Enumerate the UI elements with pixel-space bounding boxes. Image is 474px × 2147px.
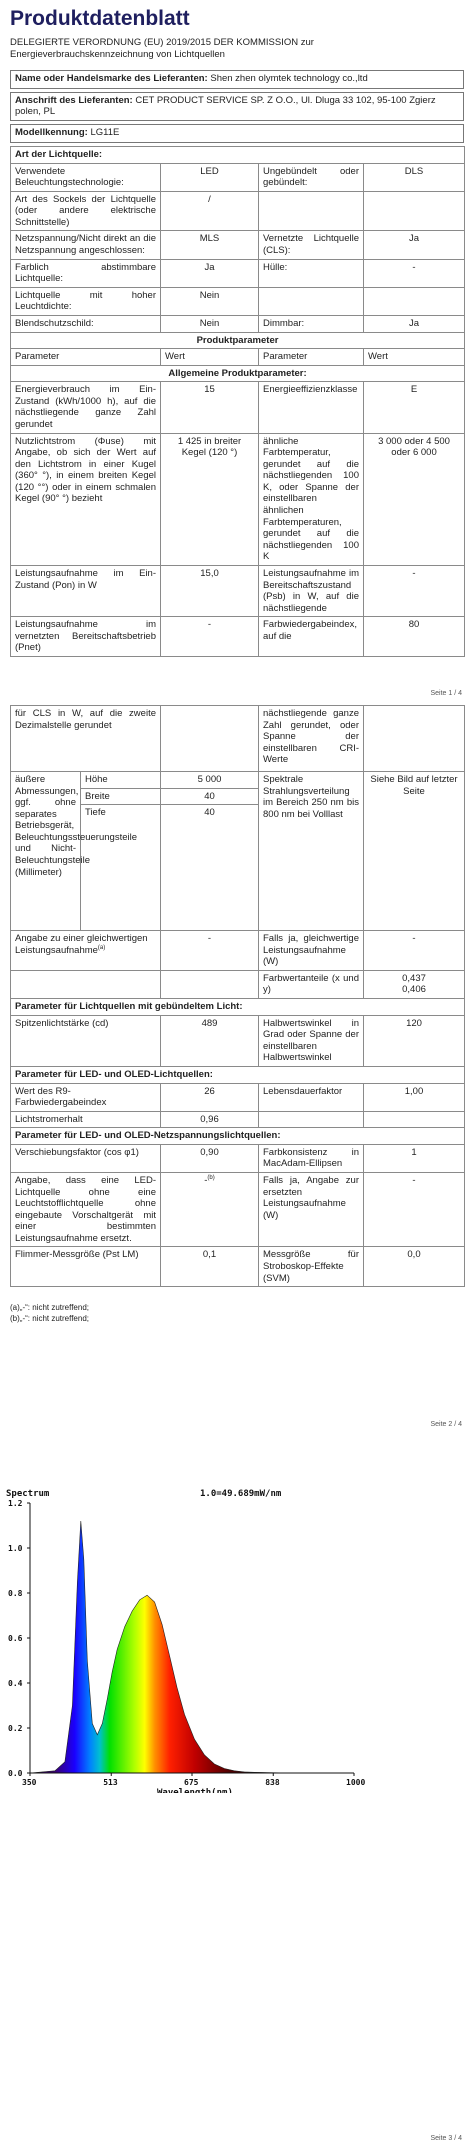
supplier-address-label: Anschrift des Lieferanten: — [15, 95, 133, 106]
dim-value: 5 000 — [161, 772, 259, 789]
cell-value — [161, 970, 259, 998]
general-header: Allgemeine Produktparameter: — [11, 365, 465, 382]
cell-value: Ja — [364, 315, 465, 332]
y-tick-label: 0.4 — [8, 1679, 23, 1688]
col-header-param: Parameter — [11, 349, 161, 366]
cell-label: Netzspannung/Nicht direkt an die Netzspannung angeschlossen: — [11, 231, 161, 259]
page-1 — [0, 0, 474, 705]
supplier-address-value: CET PRODUCT SERVICE SP. Z O.O., Ul. Dluga 33 102, 95-100 Zgierz polen, PL — [15, 95, 436, 118]
cell-value: Siehe Bild auf letzter Seite — [364, 772, 465, 931]
y-tick-label: 0.0 — [8, 1769, 23, 1778]
cell-value — [161, 1172, 259, 1246]
cell-label: Verschiebungsfaktor (cos φ1) — [11, 1144, 161, 1172]
x-tick-label: 675 — [184, 1778, 199, 1787]
model-box — [10, 124, 464, 143]
cell-label: Art des Sockels der Lichtquelle (oder andere elektrische Schnittstelle) — [11, 191, 161, 231]
cell-value — [364, 1111, 465, 1128]
cell-value: 15,0 — [161, 565, 259, 616]
cell-label: Lichtstromerhalt — [11, 1111, 161, 1128]
y-tick-label: 1.0 — [8, 1544, 23, 1553]
equiv-label: Angabe zu einer gleichwertigen Leistungsaufnahme — [15, 933, 148, 956]
supplier-name-box — [10, 70, 464, 89]
model-value: LG11E — [90, 127, 120, 138]
supplier-address-box — [10, 92, 464, 121]
cell-value: - — [364, 931, 465, 971]
footnotes — [10, 1302, 89, 1324]
regulation-text: DELEGIERTE VERORDNUNG (EU) 2019/2015 DER KOMMISSION zur Energieverbrauchskennzeichnung von Lichtquellen — [10, 37, 314, 60]
cell-value: 3 000 oder 4 500 oder 6 000 — [364, 433, 465, 565]
table-row — [11, 772, 465, 789]
cell-value: 80 — [364, 617, 465, 657]
directional-header: Parameter für Lichtquellen mit gebündeltem Licht: — [11, 999, 465, 1016]
cell-value: DLS — [364, 163, 465, 191]
page-number: Seite 3 / 4 — [430, 2135, 462, 2142]
cell-value: 0,96 — [161, 1111, 259, 1128]
table-row — [11, 565, 465, 616]
chart-ylabel: Spectrum — [6, 1489, 50, 1499]
cell-value — [364, 706, 465, 772]
cell-label: Farbwiedergabeindex, auf die — [259, 617, 364, 657]
cell-label — [259, 1111, 364, 1128]
cell-value: - — [364, 1172, 465, 1246]
cell-label: Energieverbrauch im Ein-Zustand (kWh/1000 h), auf die nächstliegende ganze Zahl gerundet — [11, 382, 161, 433]
x-tick-label: 513 — [103, 1778, 118, 1787]
cell-label: Lichtquelle mit hoher Leuchtdichte: — [11, 287, 161, 315]
dim-value: 40 — [161, 788, 259, 805]
dim-name: Breite — [81, 788, 161, 805]
x-tick-label: 350 — [22, 1778, 37, 1787]
value-text: - — [204, 1175, 208, 1187]
cell-label: Wert des R9-Farbwiedergabeindex — [11, 1083, 161, 1111]
model-label: Modellkennung: — [15, 127, 88, 138]
cell-value: 1 425 in breiter Kegel (120 °) — [161, 433, 259, 565]
table-row — [11, 1015, 465, 1066]
table-row — [11, 231, 465, 259]
cell-label: Halbwertswinkel in Grad oder Spanne der einstellbaren Halbwertswinkel — [259, 1015, 364, 1066]
supplier-name-value: Shen zhen olymtek technology co.,ltd — [210, 73, 368, 84]
cell-value: Ja — [161, 259, 259, 287]
cell-label — [259, 287, 364, 315]
cell-value: / — [161, 191, 259, 231]
cell-label: Verwendete Beleuchtungstechnologie: — [11, 163, 161, 191]
cell-value — [364, 191, 465, 231]
cell-label: Leistungsaufnahme im Bereitschaftszustand (Psb) in W, auf die nächstliegende — [259, 565, 364, 616]
cell-label: Flimmer-Messgröße (Pst LM) — [11, 1247, 161, 1287]
page-title: Produktdatenblatt — [10, 7, 190, 30]
footnote-ref: (b) — [207, 1174, 215, 1181]
col-header-value: Wert — [161, 349, 259, 366]
cell-label: nächstliegende ganze Zahl gerundet, oder Spanne der einstellbaren CRI-Werte — [259, 706, 364, 772]
col-header-value: Wert — [364, 349, 465, 366]
spectrum-chart — [0, 1483, 474, 1793]
table-row — [11, 931, 465, 971]
footnote-ref: (a) — [97, 944, 106, 951]
chart-note: 1.0=49.689mW/nm — [200, 1489, 282, 1499]
dimensions-label: äußere Abmessungen, ggf. ohne separates Betriebsgerät, Beleuchtungssteuerungsteile und Nicht-Beleuchtungsteile (Millimeter) — [11, 772, 81, 931]
chart-xlabel: Wavelength(nm) — [157, 1788, 233, 1793]
table-row — [11, 1083, 465, 1111]
product-parameters-table-cont — [10, 705, 465, 1287]
table-row — [11, 1172, 465, 1246]
cell-label: Nutzlichtstrom (Φuse) mit Angabe, ob sich der Wert auf den Lichtstrom in einer Kugel (360° °), in einem breiten Kegel (120 °°) oder in einem schmalen Kegel (90° °) bezieht — [11, 433, 161, 565]
chroma-y: 0,406 — [402, 984, 426, 996]
cell-value — [364, 287, 465, 315]
table-row — [11, 433, 465, 565]
cell-label: Falls ja, Angabe zur ersetzten Leistungsaufnahme (W) — [259, 1172, 364, 1246]
cell-value: 15 — [161, 382, 259, 433]
x-tick-label: 1000 — [346, 1778, 366, 1787]
cell-label: Falls ja, gleichwertige Leistungsaufnahme (W) — [259, 931, 364, 971]
cell-value: MLS — [161, 231, 259, 259]
table-row — [11, 259, 465, 287]
cell-label: Leistungsaufnahme im Ein-Zustand (Pon) in W — [11, 565, 161, 616]
cell-value: 489 — [161, 1015, 259, 1066]
cell-label: Dimmbar: — [259, 315, 364, 332]
cell-label: Hülle: — [259, 259, 364, 287]
table-row — [11, 191, 465, 231]
cell-label: ähnliche Farbtemperatur, gerundet auf die nächstliegenden 100 K, oder Spanne der einstellbaren ähnlichen Farbtemperaturen, gerundet auf die nächstliegenden 100 K — [259, 433, 364, 565]
cell-label — [11, 931, 161, 971]
cell-label: Leistungsaufnahme im vernetzten Bereitschaftsbetrieb (Pnet) — [11, 617, 161, 657]
table-row — [11, 287, 465, 315]
y-tick-label: 0.6 — [8, 1634, 23, 1643]
table-row — [11, 382, 465, 433]
cell-value: LED — [161, 163, 259, 191]
y-tick-label: 0.2 — [8, 1724, 23, 1733]
column-header-row — [11, 349, 465, 366]
cell-value: - — [161, 931, 259, 971]
table-row — [11, 163, 465, 191]
chroma-x: 0,437 — [402, 972, 426, 984]
dim-value: 40 — [161, 805, 259, 931]
spectrum-svg — [0, 1483, 474, 1793]
supplier-name-label: Name oder Handelsmarke des Lieferanten: — [15, 73, 208, 84]
cell-label: Lebensdauerfaktor — [259, 1083, 364, 1111]
cell-label: Vernetzte Lichtquelle (CLS): — [259, 231, 364, 259]
page-number: Seite 2 / 4 — [430, 1421, 462, 1428]
cell-label: Energieeffizienzklasse — [259, 382, 364, 433]
y-tick-label: 0.8 — [8, 1589, 23, 1598]
dim-name: Tiefe — [81, 805, 161, 931]
cell-label: Blendschutzschild: — [11, 315, 161, 332]
table-row — [11, 315, 465, 332]
cell-value — [161, 706, 259, 772]
col-header-param: Parameter — [259, 349, 364, 366]
led-header: Parameter für LED- und OLED-Lichtquellen: — [11, 1066, 465, 1083]
cell-label: Farbkonsistenz in MacAdam-Ellipsen — [259, 1144, 364, 1172]
table-row — [11, 617, 465, 657]
footnote-a: (a)„-“: nicht zutreffend; — [10, 1303, 89, 1312]
page-3 — [0, 1423, 474, 2147]
cell-value: 0,90 — [161, 1144, 259, 1172]
cell-value: 0,0 — [364, 1247, 465, 1287]
cell-value: - — [364, 565, 465, 616]
table-row — [11, 970, 465, 998]
table-row — [11, 1144, 465, 1172]
cell-label: Farbwertanteile (x und y) — [259, 970, 364, 998]
cell-label — [11, 970, 161, 998]
dim-name: Höhe — [81, 772, 161, 789]
cell-label: Angabe, dass eine LED-Lichtquelle ohne eine Leuchtstofflichtquelle ohne eingebaute Vorschaltgerät mit einer bestimmten Leistungsaufnahme ersetzt. — [11, 1172, 161, 1246]
cell-value: Ja — [364, 231, 465, 259]
mains-header: Parameter für LED- und OLED-Netzspannungslichtquellen: — [11, 1128, 465, 1145]
cell-label: Ungebündelt oder gebündelt: — [259, 163, 364, 191]
cell-label: Farblich abstimmbare Lichtquelle: — [11, 259, 161, 287]
cell-value: Nein — [161, 315, 259, 332]
cell-value: 1,00 — [364, 1083, 465, 1111]
light-source-type-table — [10, 146, 465, 657]
cell-value: E — [364, 382, 465, 433]
cell-value: - — [364, 259, 465, 287]
cell-value: 26 — [161, 1083, 259, 1111]
footnote-b: (b)„-“: nicht zutreffend; — [10, 1314, 89, 1324]
cell-value: 120 — [364, 1015, 465, 1066]
cell-label: Spektrale Strahlungsverteilung im Bereich 250 nm bis 800 nm bei Volllast — [259, 772, 364, 931]
page-2 — [0, 705, 474, 1428]
table-row — [11, 1247, 465, 1287]
x-tick-label: 838 — [265, 1778, 280, 1787]
cell-label: Spitzenlichtstärke (cd) — [11, 1015, 161, 1066]
cell-value: Nein — [161, 287, 259, 315]
table-row — [11, 706, 465, 772]
type-header: Art der Lichtquelle: — [11, 147, 465, 164]
page-number: Seite 1 / 4 — [430, 690, 462, 697]
cell-label: für CLS in W, auf die zweite Dezimalstelle gerundet — [11, 706, 161, 772]
cell-value: 1 — [364, 1144, 465, 1172]
cell-value: - — [161, 617, 259, 657]
y-tick-label: 1.2 — [8, 1499, 23, 1508]
params-header: Produktparameter — [11, 332, 465, 349]
cell-label — [259, 191, 364, 231]
cell-value — [364, 970, 465, 998]
cell-value: 0,1 — [161, 1247, 259, 1287]
cell-label: Messgröße für Stroboskop-Effekte (SVM) — [259, 1247, 364, 1287]
table-row — [11, 1111, 465, 1128]
